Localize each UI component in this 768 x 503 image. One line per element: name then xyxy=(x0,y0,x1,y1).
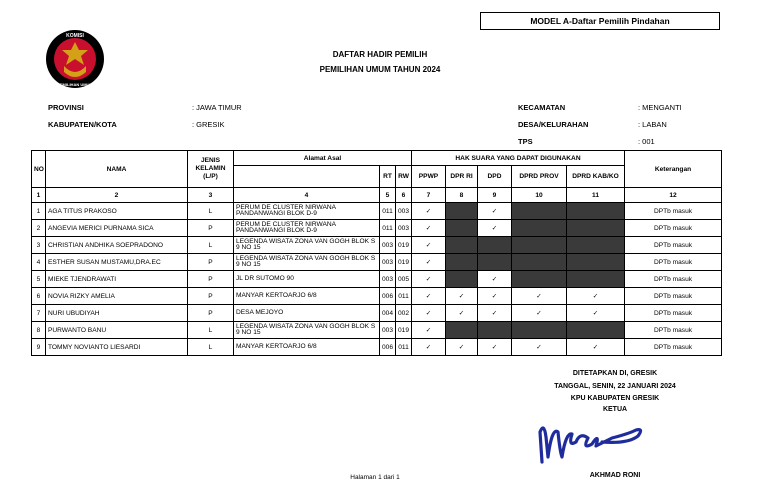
signatory-name: AKHMAD RONI xyxy=(589,472,641,479)
vote-check-cell: ✓ xyxy=(446,339,478,356)
cell-rw: 019 xyxy=(396,254,412,271)
col-number: 1 xyxy=(32,188,46,203)
cell-rt: 011 xyxy=(380,220,396,237)
cell-jenis-kelamin: P xyxy=(188,271,234,288)
cell-rw: 003 xyxy=(396,203,412,220)
vote-disabled-cell xyxy=(512,237,567,254)
header-alamat-asal: Alamat Asal xyxy=(234,151,412,166)
vote-check-cell: ✓ xyxy=(478,220,512,237)
cell-rw: 011 xyxy=(396,339,412,356)
cell-nama: CHRISTIAN ANDHIKA SOEPRADONO xyxy=(46,237,188,254)
title-line-1: DAFTAR HADIR PEMILIH xyxy=(332,50,428,59)
cell-alamat: MANYAR KERTOARJO 6/8 xyxy=(234,339,380,356)
vote-check-cell: ✓ xyxy=(478,203,512,220)
vote-disabled-cell xyxy=(512,220,567,237)
cell-nama: NURI UBUDIYAH xyxy=(46,305,188,322)
logo-text-bottom: PEMILIHAN UMUM xyxy=(57,82,93,87)
model-label-box xyxy=(480,12,720,30)
vote-check-cell: ✓ xyxy=(478,339,512,356)
header-dpr-ri: DPR RI xyxy=(446,166,478,188)
vote-check-cell: ✓ xyxy=(412,305,446,322)
cell-nama: NOVIA RIZKY AMELIA xyxy=(46,288,188,305)
vote-disabled-cell xyxy=(567,254,625,271)
col-number: 9 xyxy=(478,188,512,203)
cell-alamat: PERUM DE CLUSTER NIRWANA PANDANWANGI BLOK D-9 xyxy=(234,203,380,220)
cell-nama: PURWANTO BANU xyxy=(46,322,188,339)
vote-check-cell: ✓ xyxy=(412,271,446,288)
vote-check-cell: ✓ xyxy=(412,203,446,220)
cell-jenis-kelamin: L xyxy=(188,339,234,356)
col-number: 4 xyxy=(234,188,380,203)
vote-disabled-cell xyxy=(567,271,625,288)
vote-disabled-cell xyxy=(446,271,478,288)
cell-rw: 011 xyxy=(396,288,412,305)
header-alamat-blank xyxy=(234,166,380,188)
cell-no: 5 xyxy=(32,271,46,288)
vote-check-cell: ✓ xyxy=(412,339,446,356)
provinsi-label: PROVINSI xyxy=(48,103,84,112)
col-number: 2 xyxy=(46,188,188,203)
vote-check-cell: ✓ xyxy=(412,322,446,339)
vote-disabled-cell xyxy=(446,237,478,254)
cell-no: 1 xyxy=(32,203,46,220)
vote-check-cell: ✓ xyxy=(446,305,478,322)
table-row xyxy=(32,237,722,254)
cell-jenis-kelamin: P xyxy=(188,254,234,271)
cell-no: 9 xyxy=(32,339,46,356)
cell-rw: 019 xyxy=(396,322,412,339)
cell-nama: MIEKE TJENDRAWATI xyxy=(46,271,188,288)
sig-line-4: KETUA xyxy=(602,406,628,413)
cell-alamat: LEGENDA WISATA ZONA VAN GOGH BLOK S 9 NO 15 xyxy=(234,322,380,339)
vote-check-cell: ✓ xyxy=(567,288,625,305)
table-row xyxy=(32,203,722,220)
vote-check-cell: ✓ xyxy=(412,254,446,271)
cell-keterangan: DPTb masuk xyxy=(625,339,722,356)
vote-check-cell: ✓ xyxy=(478,305,512,322)
voter-table xyxy=(31,150,722,356)
kabupaten-value: : GRESIK xyxy=(192,120,225,129)
vote-check-cell: ✓ xyxy=(412,237,446,254)
cell-jenis-kelamin: L xyxy=(188,203,234,220)
col-number: 12 xyxy=(625,188,722,203)
cell-jenis-kelamin: L xyxy=(188,237,234,254)
cell-rt: 006 xyxy=(380,288,396,305)
cell-alamat: LEGENDA WISATA ZONA VAN GOGH BLOK S 9 NO 15 xyxy=(234,237,380,254)
vote-disabled-cell xyxy=(567,237,625,254)
cell-keterangan: DPTb masuk xyxy=(625,271,722,288)
cell-alamat: LEGENDA WISATA ZONA VAN GOGH BLOK S 9 NO 15 xyxy=(234,254,380,271)
col-number: 3 xyxy=(188,188,234,203)
cell-alamat: JL DR SUTOMO 90 xyxy=(234,271,380,288)
cell-jenis-kelamin: P xyxy=(188,220,234,237)
cell-alamat: PERUM DE CLUSTER NIRWANA PANDANWANGI BLOK D-9 xyxy=(234,220,380,237)
cell-rt: 006 xyxy=(380,339,396,356)
vote-disabled-cell xyxy=(446,322,478,339)
header-ppwp: PPWP xyxy=(412,166,446,188)
cell-nama: ANGEVIA MERICI PURNAMA SICA xyxy=(46,220,188,237)
vote-disabled-cell xyxy=(567,203,625,220)
cell-rw: 005 xyxy=(396,271,412,288)
sig-line-1: DITETAPKAN DI, GRESIK xyxy=(572,370,658,377)
col-number: 8 xyxy=(446,188,478,203)
kabupaten-label: KABUPATEN/KOTA xyxy=(48,120,117,129)
cell-nama: AGA TITUS PRAKOSO xyxy=(46,203,188,220)
table-row xyxy=(32,288,722,305)
header-dprd-kab: DPRD KAB/KO xyxy=(567,166,625,188)
cell-keterangan: DPTb masuk xyxy=(625,237,722,254)
cell-rt: 003 xyxy=(380,322,396,339)
vote-check-cell: ✓ xyxy=(567,305,625,322)
vote-disabled-cell xyxy=(446,203,478,220)
cell-nama: TOMMY NOVIANTO LIESARDI xyxy=(46,339,188,356)
header-dprd-prov: DPRD PROV xyxy=(512,166,567,188)
table-row xyxy=(32,339,722,356)
vote-disabled-cell xyxy=(446,254,478,271)
sig-line-2: TANGGAL, SENIN, 22 JANUARI 2024 xyxy=(554,383,676,390)
vote-check-cell: ✓ xyxy=(446,288,478,305)
vote-disabled-cell xyxy=(446,220,478,237)
header-keterangan: Keterangan xyxy=(625,151,722,188)
cell-no: 3 xyxy=(32,237,46,254)
table-row xyxy=(32,254,722,271)
cell-rt: 003 xyxy=(380,254,396,271)
cell-rw: 002 xyxy=(396,305,412,322)
cell-jenis-kelamin: P xyxy=(188,305,234,322)
vote-disabled-cell xyxy=(512,254,567,271)
vote-check-cell: ✓ xyxy=(512,305,567,322)
vote-check-cell: ✓ xyxy=(567,339,625,356)
table-row xyxy=(32,220,722,237)
desa-value: : LABAN xyxy=(638,120,667,129)
header-dpd: DPD xyxy=(478,166,512,188)
cell-keterangan: DPTb masuk xyxy=(625,305,722,322)
cell-jenis-kelamin: P xyxy=(188,288,234,305)
cell-rt: 003 xyxy=(380,271,396,288)
kpu-logo-icon xyxy=(44,28,106,90)
handwritten-signature xyxy=(532,412,652,472)
model-label: MODEL A-Daftar Pemilih Pindahan xyxy=(530,16,670,26)
header-no: NO xyxy=(32,151,46,188)
cell-no: 8 xyxy=(32,322,46,339)
kecamatan-label: KECAMATAN xyxy=(518,103,566,112)
vote-check-cell: ✓ xyxy=(512,288,567,305)
provinsi-value: : JAWA TIMUR xyxy=(192,103,242,112)
cell-no: 7 xyxy=(32,305,46,322)
header-nama: NAMA xyxy=(46,151,188,188)
col-number: 5 xyxy=(380,188,396,203)
cell-rt: 003 xyxy=(380,237,396,254)
cell-keterangan: DPTb masuk xyxy=(625,288,722,305)
header-rw: RW xyxy=(396,166,412,188)
col-number: 11 xyxy=(567,188,625,203)
cell-alamat: MANYAR KERTOARJO 6/8 xyxy=(234,288,380,305)
cell-jenis-kelamin: L xyxy=(188,322,234,339)
vote-check-cell: ✓ xyxy=(412,288,446,305)
col-number: 6 xyxy=(396,188,412,203)
page-number: Halaman 1 dari 1 xyxy=(350,474,400,481)
cell-nama: ESTHER SUSAN MUSTAMU,DRA.EC xyxy=(46,254,188,271)
tps-label: TPS xyxy=(518,137,533,146)
desa-label: DESA/KELURAHAN xyxy=(518,120,589,129)
col-number: 7 xyxy=(412,188,446,203)
table-row xyxy=(32,322,722,339)
header-jenis-kelamin: JENIS KELAMIN (L/P) xyxy=(188,151,234,188)
cell-rt: 011 xyxy=(380,203,396,220)
cell-keterangan: DPTb masuk xyxy=(625,322,722,339)
vote-check-cell: ✓ xyxy=(478,288,512,305)
cell-rw: 003 xyxy=(396,220,412,237)
table-row xyxy=(32,305,722,322)
col-number: 10 xyxy=(512,188,567,203)
vote-check-cell: ✓ xyxy=(512,339,567,356)
cell-rw: 019 xyxy=(396,237,412,254)
vote-disabled-cell xyxy=(512,322,567,339)
kecamatan-value: : MENGANTI xyxy=(638,103,682,112)
cell-no: 4 xyxy=(32,254,46,271)
cell-alamat: DESA MEJOYO xyxy=(234,305,380,322)
vote-disabled-cell xyxy=(478,322,512,339)
title-line-2: PEMILIHAN UMUM TAHUN 2024 xyxy=(319,65,441,74)
cell-rt: 004 xyxy=(380,305,396,322)
cell-keterangan: DPTb masuk xyxy=(625,203,722,220)
cell-no: 2 xyxy=(32,220,46,237)
vote-disabled-cell xyxy=(512,271,567,288)
vote-disabled-cell xyxy=(478,254,512,271)
table-row xyxy=(32,271,722,288)
logo-text-top: KOMISI xyxy=(66,33,84,39)
cell-keterangan: DPTb masuk xyxy=(625,220,722,237)
column-number-row xyxy=(32,188,722,203)
vote-check-cell: ✓ xyxy=(412,220,446,237)
cell-no: 6 xyxy=(32,288,46,305)
tps-value: : 001 xyxy=(638,137,655,146)
header-rt: RT xyxy=(380,166,396,188)
vote-disabled-cell xyxy=(567,220,625,237)
vote-disabled-cell xyxy=(478,237,512,254)
header-hak-suara: HAK SUARA YANG DAPAT DIGUNAKAN xyxy=(412,151,625,166)
vote-disabled-cell xyxy=(512,203,567,220)
vote-disabled-cell xyxy=(567,322,625,339)
sig-line-3: KPU KABUPATEN GRESIK xyxy=(570,395,660,402)
vote-check-cell: ✓ xyxy=(478,271,512,288)
cell-keterangan: DPTb masuk xyxy=(625,254,722,271)
